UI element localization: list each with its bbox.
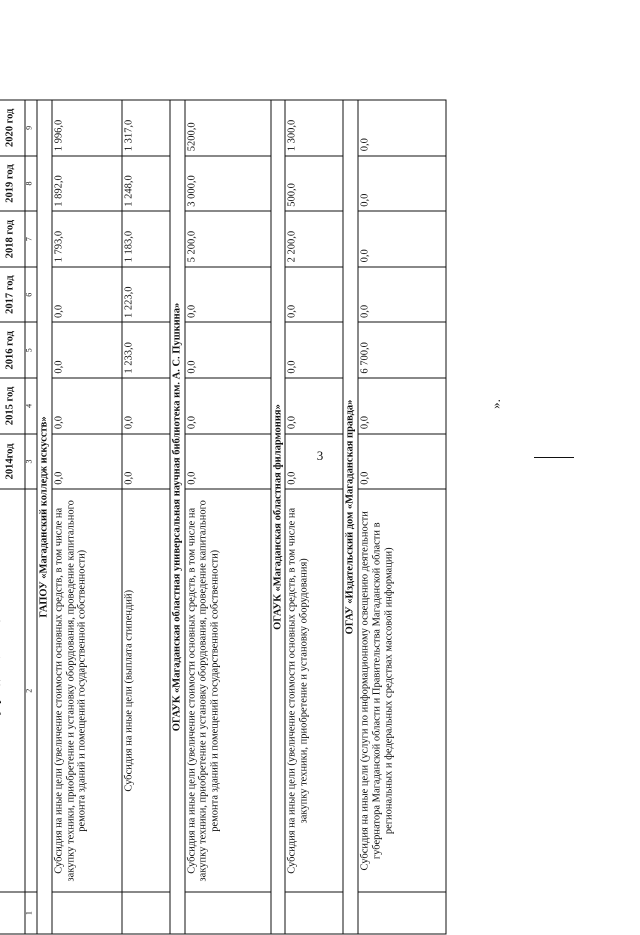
year-header: 2020 год xyxy=(0,100,25,156)
budget-table-container xyxy=(0,100,394,935)
column-number: 9 xyxy=(25,100,37,156)
row-description: Субсидия на иные цели (увеличение стоимости основных средств, в том числе на закупку техники, приобретение и установку оборудования) xyxy=(285,489,343,892)
section-header-row xyxy=(343,100,358,934)
table-row xyxy=(185,100,271,934)
col-name-header xyxy=(0,489,25,892)
column-number: 8 xyxy=(25,156,37,212)
expense-value: 0,0 xyxy=(285,322,343,378)
expense-value: 1 300,0 xyxy=(285,100,343,156)
section-header-row xyxy=(271,100,286,934)
expense-value: 0,0 xyxy=(52,267,122,323)
expense-value: 0,0 xyxy=(52,322,122,378)
closing-quote-mark: ». xyxy=(488,399,503,409)
expense-value: 1 183,0 xyxy=(122,211,170,267)
expense-value: 0,0 xyxy=(358,156,446,212)
expense-value: 0,0 xyxy=(285,378,343,434)
column-number: 5 xyxy=(25,322,37,378)
table-row xyxy=(285,100,343,934)
expense-value: 0,0 xyxy=(185,267,271,323)
budget-table xyxy=(0,100,447,935)
row-number xyxy=(285,892,343,934)
column-number: 2 xyxy=(25,489,37,892)
column-number: 7 xyxy=(25,211,37,267)
table-row xyxy=(122,100,170,934)
expense-value: 1 317,0 xyxy=(122,100,170,156)
expense-value: 0,0 xyxy=(358,211,446,267)
expense-value: 0,0 xyxy=(358,100,446,156)
expense-value: 0,0 xyxy=(52,434,122,490)
expense-value: 0,0 xyxy=(52,378,122,434)
column-number: 3 xyxy=(25,434,37,490)
year-header: 2017 год xyxy=(0,267,25,323)
page-number: 3 xyxy=(316,448,324,463)
row-description: Субсидия на иные цели (выплата стипендий) xyxy=(122,489,170,892)
section-title: ГАПОУ «Магаданский колледж искусств» xyxy=(37,100,52,934)
expense-value: 3 000,0 xyxy=(185,156,271,212)
row-number xyxy=(122,892,170,934)
expense-value: 0,0 xyxy=(185,378,271,434)
expense-value: 5 200,0 xyxy=(185,211,271,267)
table-body xyxy=(37,100,446,934)
expense-value: 0,0 xyxy=(285,267,343,323)
year-header: 2018 год xyxy=(0,211,25,267)
expense-value: 0,0 xyxy=(122,434,170,490)
table-row xyxy=(358,100,446,934)
row-description: Субсидия на иные цели (услуги по информационному освещению деятельности губернатора Магаданской области и Правительства Магаданской области в региональных и федеральных средствах массовой информации) xyxy=(358,489,446,892)
expense-value: 1 892,0 xyxy=(52,156,122,212)
row-description: Субсидия на иные цели (увеличение стоимости основных средств, в том числе на закупку техники, приобретение и установку оборудования, проведение капитального ремонта зданий и помещений государственной собственности) xyxy=(52,489,122,892)
expense-value: 2 200,0 xyxy=(285,211,343,267)
expense-value: 0,0 xyxy=(185,322,271,378)
expense-value: 5200,0 xyxy=(185,100,271,156)
column-number: 4 xyxy=(25,378,37,434)
signature-line xyxy=(534,457,574,458)
year-header: 2015 год xyxy=(0,378,25,434)
row-number xyxy=(358,892,446,934)
expense-value: 0,0 xyxy=(358,378,446,434)
row-number xyxy=(185,892,271,934)
section-header-row xyxy=(37,100,52,934)
year-header: 2019 год xyxy=(0,156,25,212)
expense-value: 0,0 xyxy=(358,434,446,490)
row-description: Субсидия на иные цели (увеличение стоимости основных средств, в том числе на закупку техники, приобретение и установку оборудования, проведение капитального ремонта зданий и помещений государственной собственности) xyxy=(185,489,271,892)
section-title: ОГАУК «Магаданская областная универсальная научная библиотека им. А. С. Пушкина» xyxy=(170,100,185,934)
expense-value: 1 996,0 xyxy=(52,100,122,156)
year-header: 2014год xyxy=(0,434,25,490)
section-title: ОГАУ «Издательский дом «Магаданская правда» xyxy=(343,100,358,934)
table-row xyxy=(52,100,122,934)
section-header-row xyxy=(170,100,185,934)
expense-value: 1 233,0 xyxy=(122,322,170,378)
expense-value: 0,0 xyxy=(358,267,446,323)
column-numbers-row xyxy=(25,100,37,934)
expense-value: 6 700,0 xyxy=(358,322,446,378)
expense-value: 500,0 xyxy=(285,156,343,212)
column-number: 1 xyxy=(25,892,37,934)
column-number: 6 xyxy=(25,267,37,323)
year-header: 2016 год xyxy=(0,322,25,378)
expense-value: 0,0 xyxy=(285,434,343,490)
section-title: ОГАУК «Магаданская областная филармония» xyxy=(271,100,286,934)
col-number-header xyxy=(0,892,25,934)
expense-value: 0,0 xyxy=(122,378,170,434)
row-number xyxy=(52,892,122,934)
expense-value: 1 793,0 xyxy=(52,211,122,267)
expense-value: 1 223,0 xyxy=(122,267,170,323)
expense-value: 1 248,0 xyxy=(122,156,170,212)
expense-value: 0,0 xyxy=(185,434,271,490)
